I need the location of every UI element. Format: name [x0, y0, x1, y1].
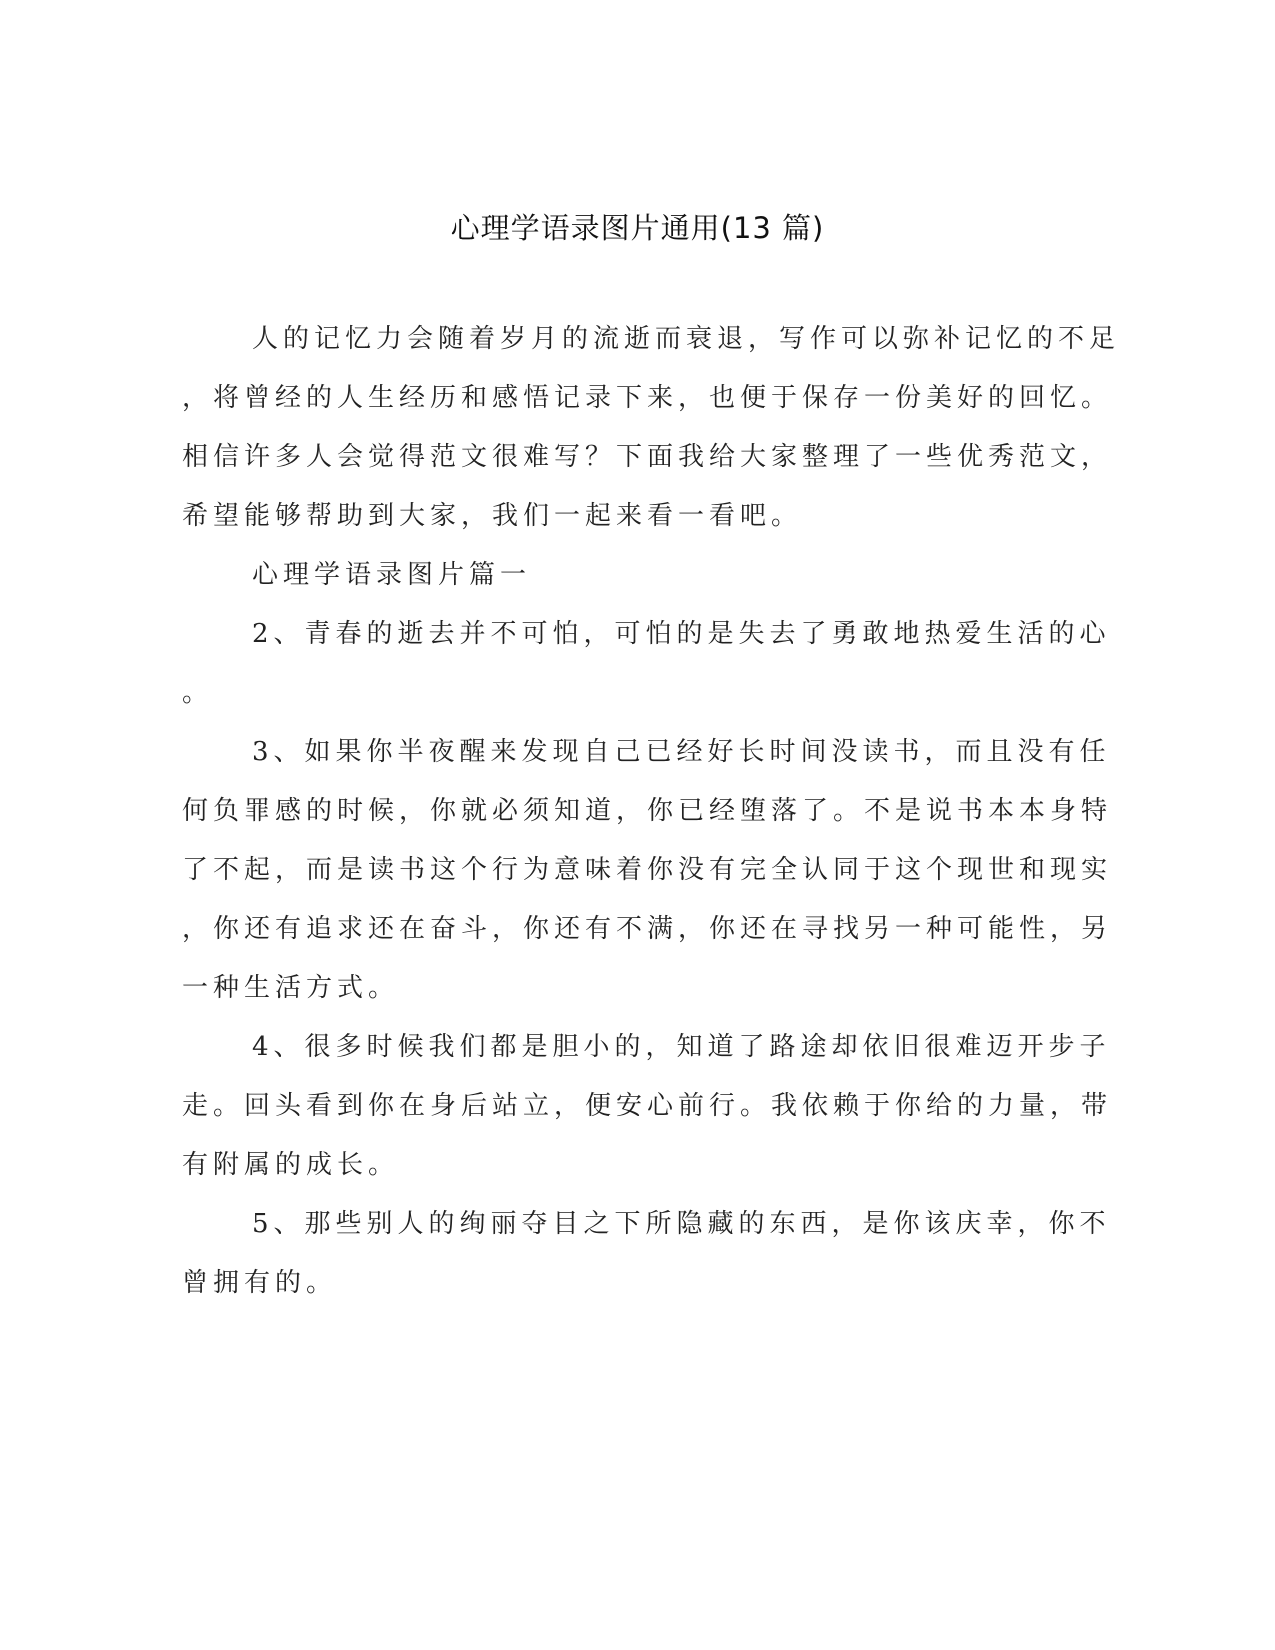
quote-3-line-1: 3、如果你半夜醒来发现自己已经好长时间没读书，而且没有任: [252, 737, 1111, 767]
quote-4-line-1: 4、很多时候我们都是胆小的，知道了路途却依旧很难迈开步子: [252, 1032, 1111, 1062]
quote-2-line-2: 。: [182, 678, 214, 708]
section-heading: 心理学语录图片篇一: [252, 560, 532, 590]
paragraph-intro-line-1: 人的记忆力会随着岁月的流逝而衰退，写作可以弥补记忆的不足: [252, 324, 1121, 354]
paragraph-intro-line-2: ，将曾经的人生经历和感悟记录下来，也便于保存一份美好的回忆。: [182, 383, 1113, 413]
document-title: 心理学语录图片通用(13 篇): [450, 211, 825, 245]
quote-4-line-3: 有附属的成长。: [182, 1150, 400, 1180]
paragraph-intro-line-4: 希望能够帮助到大家，我们一起来看一看吧。: [182, 501, 803, 531]
quote-5-line-2: 曾拥有的。: [182, 1268, 338, 1298]
quote-5-line-1: 5、那些别人的绚丽夺目之下所隐藏的东西，是你该庆幸，你不: [252, 1209, 1111, 1239]
quote-4-line-2: 走。回头看到你在身后站立，便安心前行。我依赖于你给的力量，带: [182, 1091, 1113, 1121]
quote-3-line-4: ，你还有追求还在奋斗，你还有不满，你还在寻找另一种可能性，另: [182, 914, 1113, 944]
document-body: [182, 310, 1121, 1313]
quote-3-line-3: 了不起，而是读书这个行为意味着你没有完全认同于这个现世和现实: [182, 855, 1113, 885]
quote-3-line-5: 一种生活方式。: [182, 973, 400, 1003]
quote-3-line-2: 何负罪感的时候，你就必须知道，你已经堕落了。不是说书本本身特: [182, 796, 1113, 826]
quote-2-line-1: 2、青春的逝去并不可怕，可怕的是失去了勇敢地热爱生活的心: [252, 619, 1111, 649]
paragraph-intro-line-3: 相信许多人会觉得范文很难写？下面我给大家整理了一些优秀范文，: [182, 442, 1113, 472]
